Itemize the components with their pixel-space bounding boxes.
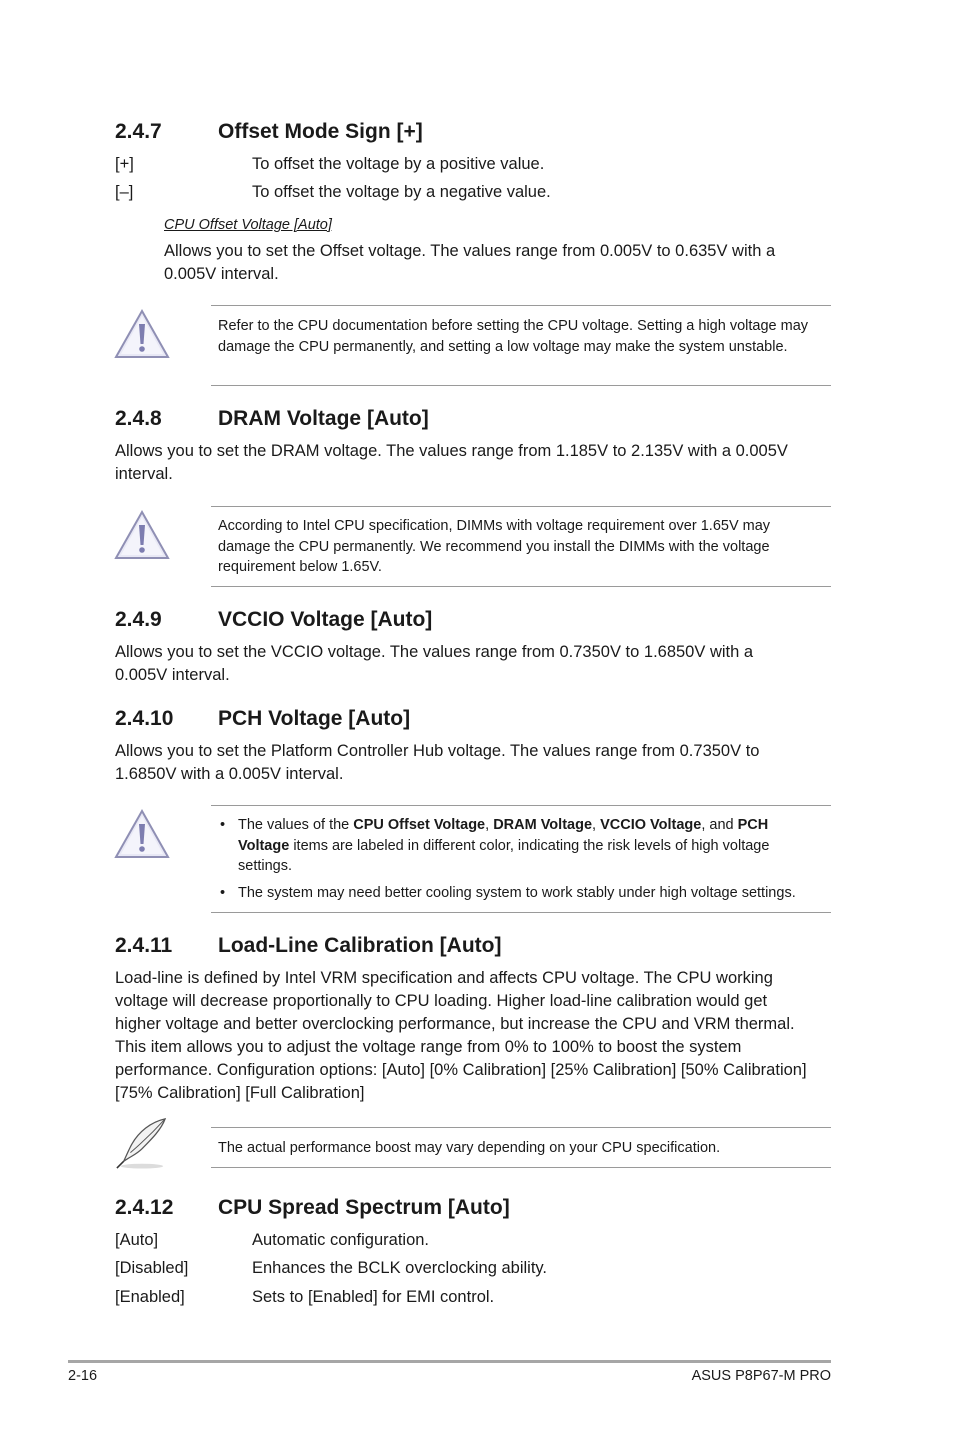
- section-body: Allows you to set the Platform Controller Hub voltage. The values range from 0.7350V to 1.6850V with a 0.005V interval.: [115, 742, 760, 783]
- note-text: The values of the: [238, 817, 354, 833]
- heading-2-4-11: [115, 934, 501, 958]
- section-number: 2.4.8: [115, 407, 162, 430]
- option-key: [Auto]: [115, 1231, 159, 1249]
- warning-note: Refer to the CPU documentation before setting the CPU voltage. Setting a high voltage may damage the CPU permanently, and setting a low voltage may make the system unstable.: [218, 318, 809, 355]
- option-desc: Enhances the BCLK overclocking ability.: [252, 1259, 548, 1277]
- note-text: ,: [485, 817, 494, 833]
- section-title: CPU Spread Spectrum [Auto]: [218, 1196, 510, 1219]
- option-key: [–]: [115, 183, 134, 201]
- subitem-body: Allows you to set the Offset voltage. The values range from 0.005V to 0.635V with a 0.005V interval.: [164, 242, 776, 283]
- heading-2-4-10: [115, 707, 410, 731]
- section-title: VCCIO Voltage [Auto]: [218, 608, 433, 631]
- section-title: Load-Line Calibration [Auto]: [218, 934, 502, 957]
- info-note: The actual performance boost may vary depending on your CPU specification.: [218, 1140, 721, 1156]
- note-text: The system may need better cooling system to work stably under high voltage settings.: [238, 884, 796, 901]
- bullet: •: [220, 884, 226, 901]
- section-number: 2.4.7: [115, 120, 162, 143]
- section-number: 2.4.9: [115, 608, 162, 631]
- note-divider: [211, 385, 831, 386]
- bullet: •: [220, 817, 226, 833]
- note-divider: [211, 586, 831, 587]
- footer-divider: [68, 1360, 831, 1363]
- section-number: 2.4.12: [115, 1196, 174, 1219]
- section-number: 2.4.11: [115, 934, 173, 957]
- note-text: ,: [592, 817, 601, 833]
- note-bold: VCCIO Voltage: [600, 817, 702, 833]
- note-divider: [211, 305, 831, 306]
- note-bold: DRAM Voltage: [493, 817, 593, 833]
- section-title: Offset Mode Sign [+]: [218, 120, 423, 143]
- section-body: Load-line is defined by Intel VRM specification and affects CPU voltage. The CPU working voltage will decrease proportionally to CPU loading. Higher load-line calibration would get higher voltage and better overclocking performance, but increase the CPU and VRM thermal. This item allows you to adjust the voltage range from 0% to 100% to boost the system performance. Configuration options: [Auto] [0% Calibration] [25% Calibration] [50% Calibration] [75% Calibration] [Full Calibration]: [115, 969, 807, 1102]
- note-text: , and: [701, 817, 738, 833]
- note-bullet-item: [218, 815, 823, 877]
- warning-triangle-icon: [113, 807, 171, 861]
- note-divider: [211, 805, 831, 806]
- section-title: DRAM Voltage [Auto]: [218, 407, 429, 430]
- note-divider: [211, 912, 831, 913]
- warning-note: According to Intel CPU specification, DIMMs with voltage requirement over 1.65V may damage the CPU permanently. We recommend you install the DIMMs with the voltage requirement below 1.65V.: [218, 518, 771, 575]
- note-bold: PCH Voltage: [238, 817, 769, 854]
- page-number: 2-16: [68, 1368, 98, 1384]
- heading-2-4-7: [115, 120, 423, 144]
- section-number: 2.4.10: [115, 707, 174, 730]
- heading-2-4-12: [115, 1196, 510, 1220]
- option-key: [Disabled]: [115, 1259, 189, 1277]
- note-divider: [211, 506, 831, 507]
- subitem-title: CPU Offset Voltage [Auto]: [164, 217, 332, 233]
- option-desc: Sets to [Enabled] for EMI control.: [252, 1288, 495, 1306]
- warning-triangle-icon: [113, 508, 171, 562]
- heading-2-4-9: [115, 608, 432, 632]
- section-body: Allows you to set the VCCIO voltage. The values range from 0.7350V to 1.6850V with a 0.005V interval.: [115, 643, 754, 684]
- option-desc: Automatic configuration.: [252, 1231, 430, 1249]
- note-divider: [211, 1127, 831, 1128]
- note-bullet-item: [218, 883, 823, 904]
- option-key: [Enabled]: [115, 1288, 185, 1306]
- note-bold: CPU Offset Voltage: [353, 817, 486, 833]
- note-text: items are labeled in different color, indicating the risk levels of high voltage settings.: [238, 837, 770, 874]
- warning-triangle-icon: [113, 307, 171, 361]
- section-body: Allows you to set the DRAM voltage. The values range from 1.185V to 2.135V with a 0.005V interval.: [115, 442, 788, 483]
- warning-note-list: [218, 815, 823, 903]
- option-desc: To offset the voltage by a positive value.: [252, 155, 545, 173]
- option-key: [+]: [115, 155, 134, 173]
- product-name: ASUS P8P67-M PRO: [691, 1368, 831, 1384]
- quill-pen-icon: [112, 1116, 170, 1170]
- section-title: PCH Voltage [Auto]: [218, 707, 411, 730]
- note-divider: [211, 1167, 831, 1168]
- option-desc: To offset the voltage by a negative value.: [252, 183, 551, 201]
- heading-2-4-8: [115, 407, 429, 431]
